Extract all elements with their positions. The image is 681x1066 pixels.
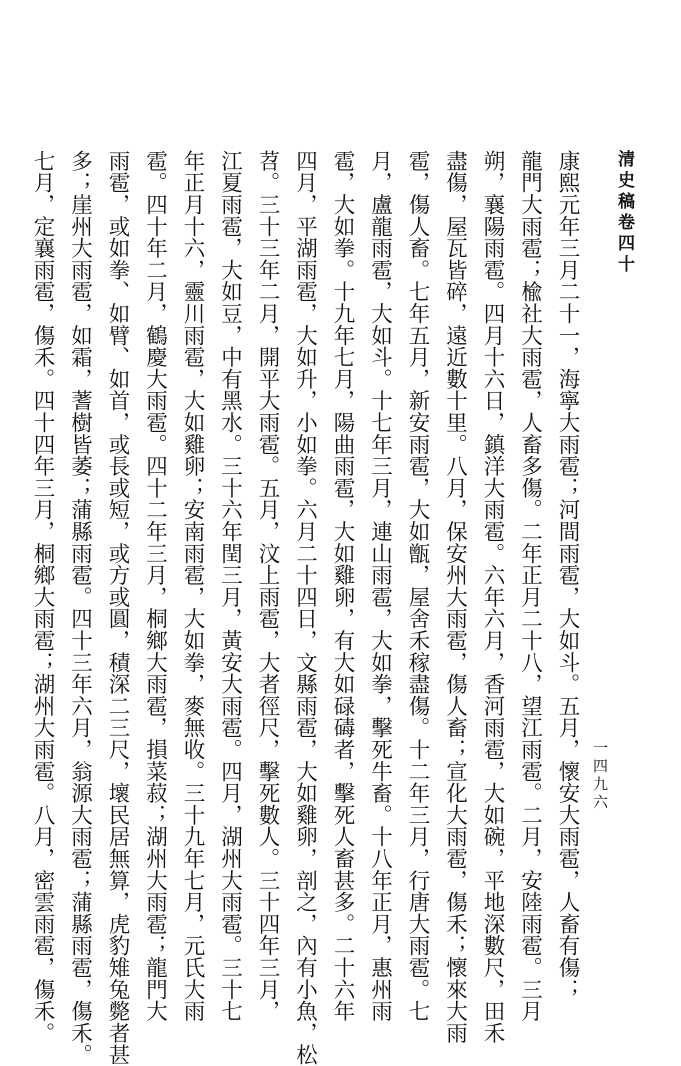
- text-column: 康熙元年三月二十一，海寧大雨雹；河間雨雹，大如斗。五月，懷安大雨雹，人畜有傷；: [555, 150, 580, 1001]
- text-column: 江夏雨雹，大如豆，中有黑水。三十六年閏三月，黃安大雨雹。四月，湖州大雨雹。三十七: [217, 150, 243, 1022]
- text-column: 雹，大如拳。十九年七月，陽曲雨雹，大如雞卵，有大如碌碡者，擊死人畜甚多。二十六年: [330, 150, 355, 1022]
- text-column: 月，盧龍雨雹，大如斗。十七年三月，連山雨雹，大如拳，擊死牛畜。十八年正月，惠州雨: [367, 150, 393, 1022]
- text-column: 多；崖州大雨雹，如霜，蓍樹皆萎；蒲縣雨雹。四十三年六月，翁源大雨雹；蒲縣雨雹，傷禾。: [67, 150, 93, 1066]
- text-column: 盡傷，屋瓦皆碎，遠近數十里。八月，保安州大雨雹，傷人畜；宣化大雨雹，傷禾；懷來大雨: [442, 150, 468, 1044]
- text-column: 龍門大雨雹；楡社大雨雹，人畜多傷。二年正月二十八，望江雨雹。二月，安陸雨雹。三月: [517, 150, 543, 1022]
- text-column: 朔，襄陽雨雹。四月十六日，鎮洋大雨雹。六年六月，香河雨雹，大如碗，平地深數尺，田禾: [480, 150, 505, 1044]
- text-column: 雹。四十年二月，鶴慶大雨雹。四十二年三月，桐鄉大雨雹，損菜菽；湖州大雨雹；龍門大: [142, 150, 168, 1022]
- body-text: [30, 150, 586, 1066]
- page-number: 一四九六: [591, 740, 609, 812]
- text-column: 年正月十六，靈川雨雹，大如雞卵；安南雨雹，大如拳，麥無收。三十九年七月，元氏大雨: [180, 150, 205, 1022]
- text-column: 四月，平湖雨雹，大如升，小如拳。六月二十四日，文縣雨雹，大如雞卵，剖之，內有小魚，松: [292, 150, 318, 1066]
- text-column: 七月，定襄雨雹，傷禾。四十四年三月，桐鄉大雨雹；湖州大雨雹。八月，密雲雨雹，傷禾。: [30, 150, 55, 1044]
- text-column: 雨雹，或如拳、如臂、如首，或長或短，或方或圓，積深二三尺，壞民居無算，虎豹雉兔斃者甚: [105, 150, 130, 1066]
- text-column: 雹，傷人畜。七年五月，新安雨雹，大如甑，屋舍禾稼盡傷。十二年三月，行唐大雨雹。七: [405, 150, 430, 1022]
- text-column: 苕。三十三年二月，開平大雨雹。五月，汶上雨雹，大者徑尺，擊死數人。三十四年三月，: [255, 150, 280, 1022]
- running-head: 清史稿卷四十: [614, 150, 634, 276]
